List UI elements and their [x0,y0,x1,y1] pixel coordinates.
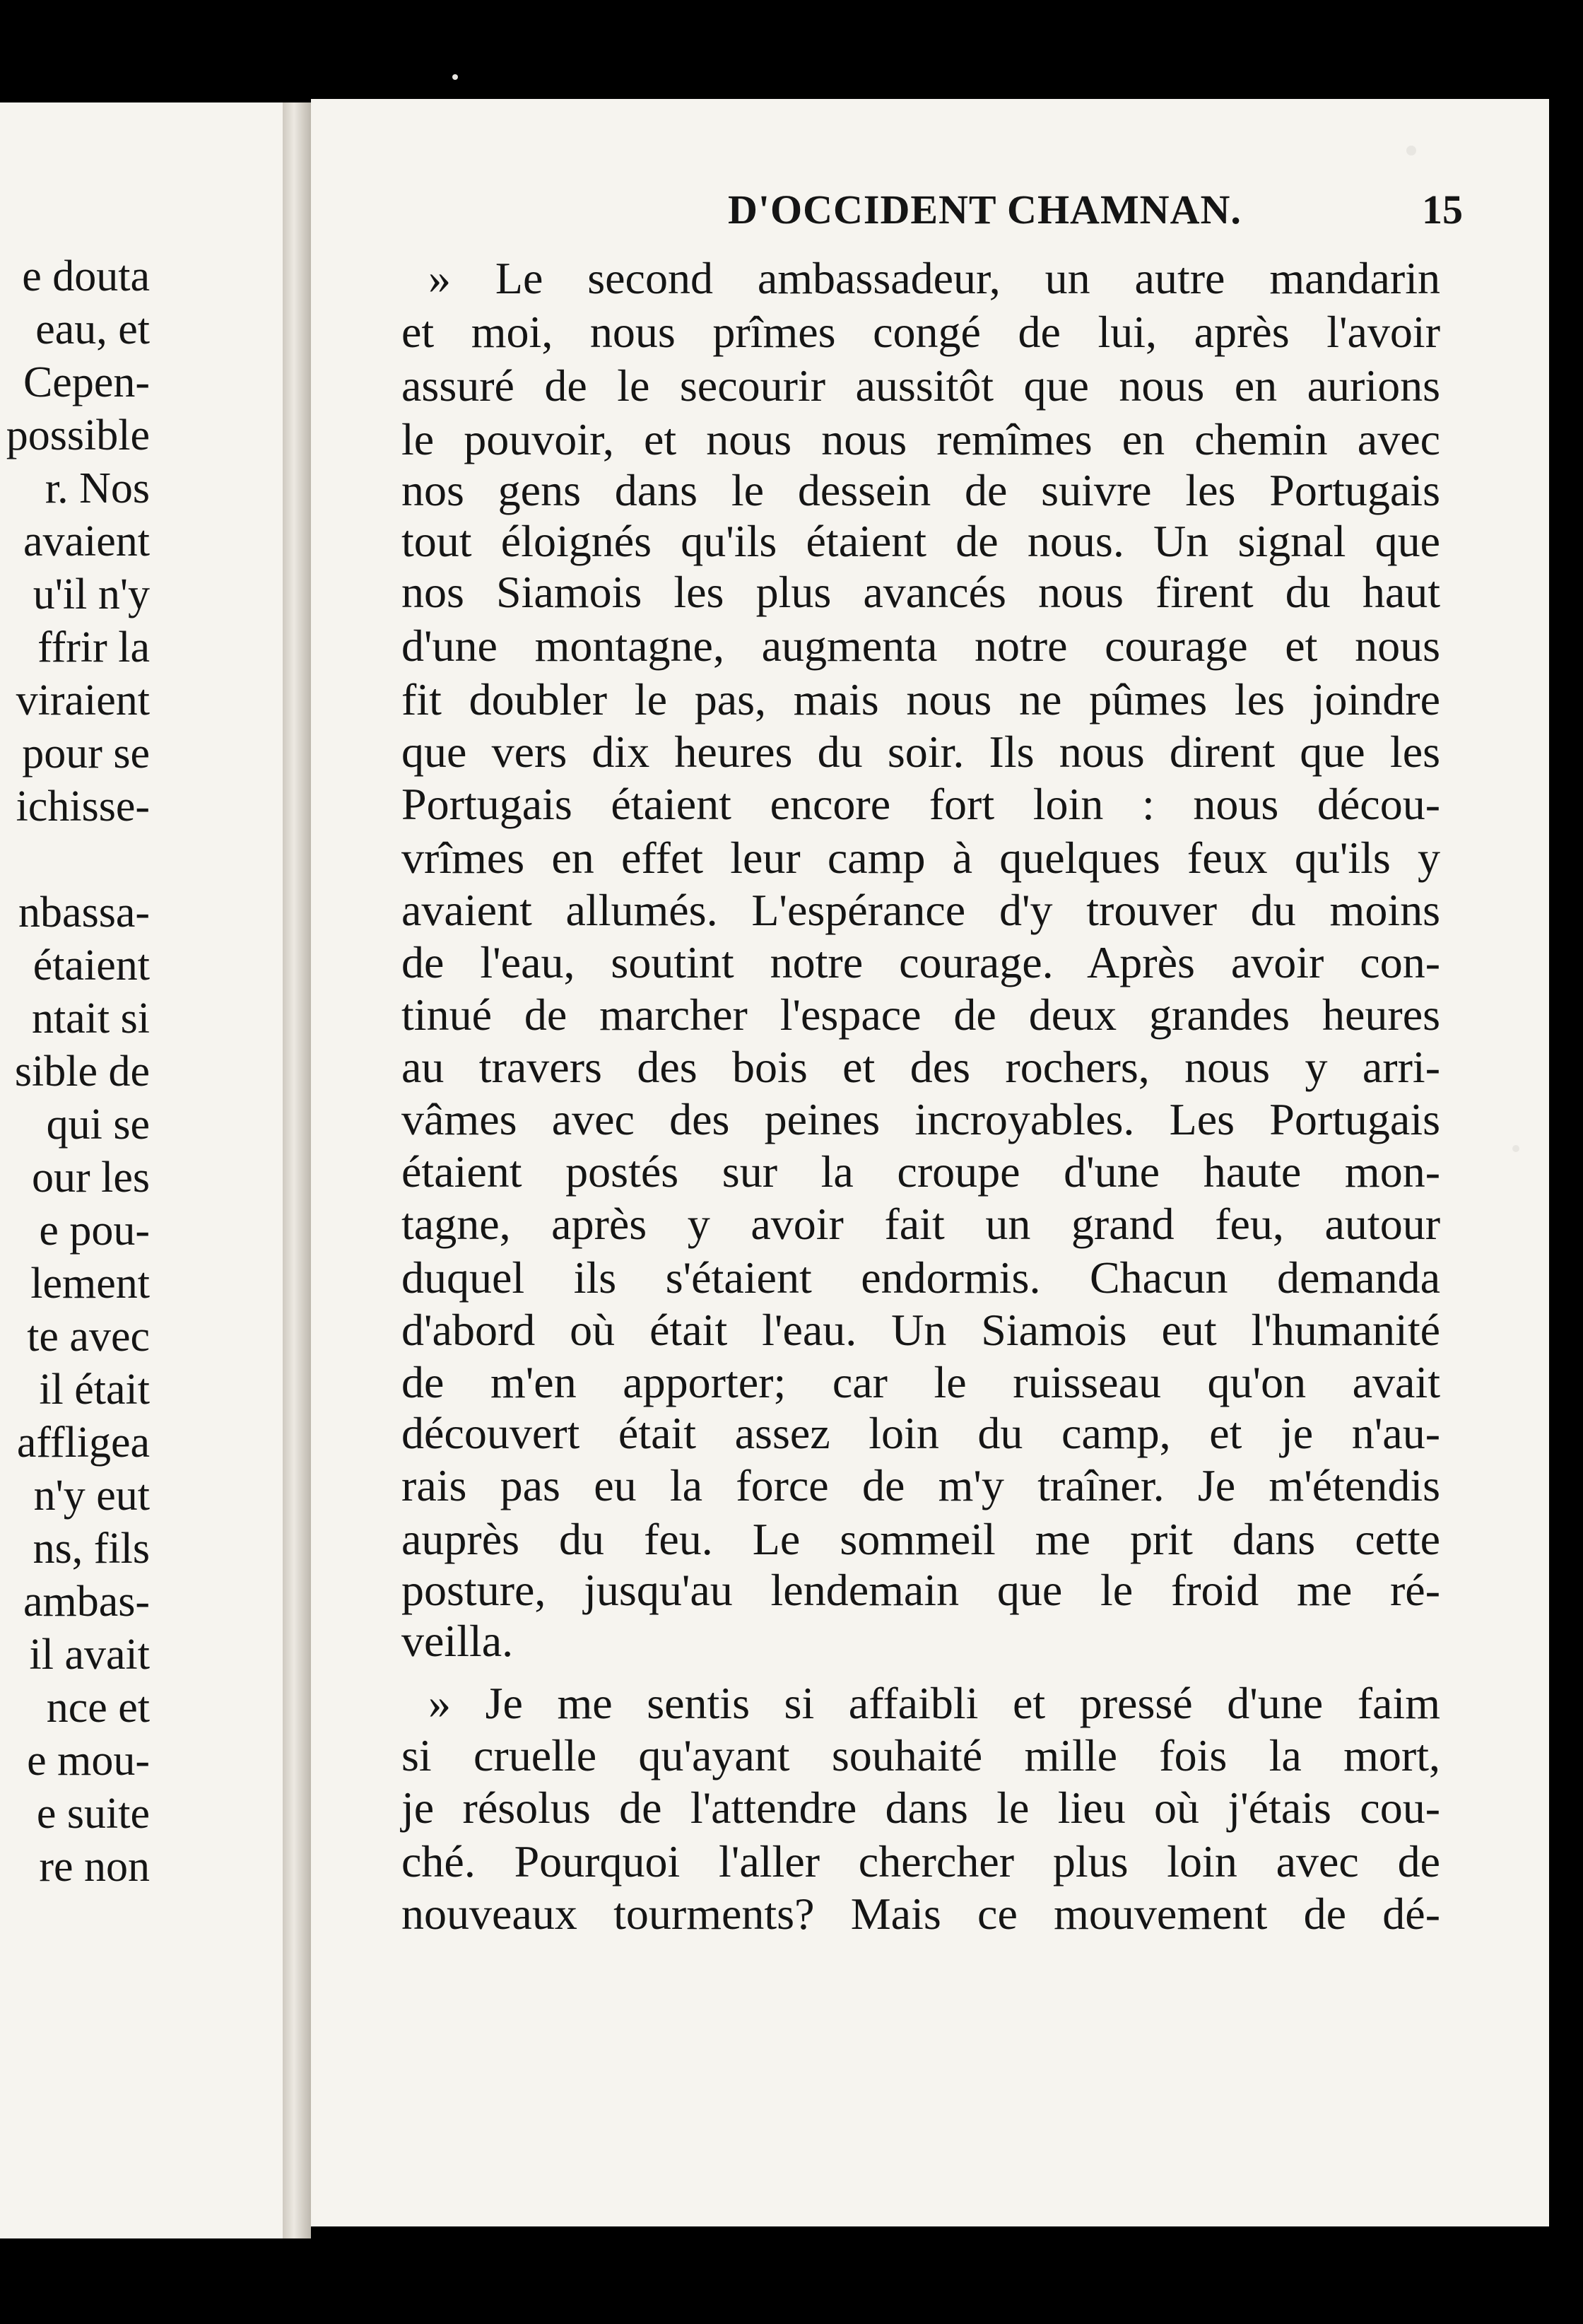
left-page-line: e mou- [27,1737,150,1785]
left-page-line: étaient [33,941,150,990]
text-line: assuré de le secourir aussitôt que nous en aurions [401,360,1440,411]
left-page-line: il avait [29,1631,150,1679]
left-page-line: u'il n'y [33,570,150,618]
left-page-line: ntait si [31,994,150,1043]
left-page-line: e douta [22,252,150,300]
text-line: Portugais étaient encore fort loin : nous décou- [401,779,1440,829]
text-line: découvert était assez loin du camp, et je n'au- [401,1408,1440,1458]
left-page-line: eau, et [35,305,150,353]
left-page-line: ffrir la [37,623,150,671]
text-line: duquel ils s'étaient endormis. Chacun demanda [401,1252,1440,1303]
text-line: vâmes avec des peines incroyables. Les Portugais [401,1094,1440,1144]
left-page-line: Cepen- [23,358,150,406]
text-line: tagne, après y avoir fait un grand feu, autour [401,1199,1440,1249]
text-line: nos Siamois les plus avancés nous firent du haut [401,567,1440,617]
text-line: nos gens dans le dessein de suivre les Portugais [401,465,1440,515]
text-line: tout éloignés qu'ils étaient de nous. Un signal que [401,516,1440,566]
text-line: auprès du feu. Le sommeil me prit dans cette [401,1514,1440,1564]
left-page-line: avaient [23,517,150,565]
left-page-line: sible de [14,1047,150,1096]
left-page-line: re non [39,1843,150,1891]
paper-speck [452,74,458,80]
left-page-line: viraient [16,676,150,724]
text-line: le pouvoir, et nous nous remîmes en chemin avec [401,414,1440,464]
left-page-line: lement [30,1260,150,1308]
left-page-line: r. Nos [45,464,150,512]
text-line: fit doubler le pas, mais nous ne pûmes les joindre [401,674,1440,724]
paper-speck [1406,146,1416,155]
left-page-line: ambas- [23,1578,150,1626]
paper-speck [1512,1145,1519,1152]
text-line: d'abord où était l'eau. Un Siamois eut l'humanité [401,1305,1440,1355]
page-number: 15 [1422,187,1463,233]
left-page-line: our les [31,1154,150,1202]
left-page-line: ichisse- [16,782,150,831]
running-head: D'OCCIDENT CHAMNAN. [728,187,1242,233]
left-page-line: affligea [16,1419,150,1467]
left-page-line: il était [39,1366,150,1414]
left-page-line: te avec [27,1313,150,1361]
left-page-line: e suite [36,1790,150,1838]
text-line: posture, jusqu'au lendemain que le froid me ré- [401,1565,1440,1615]
left-page-line: ns, fils [33,1525,150,1573]
text-line: tinué de marcher l'espace de deux grandes heures [401,990,1440,1040]
text-line: vrîmes en effet leur camp à quelques feux qu'ils y [401,833,1440,883]
text-line: nouveaux tourments? Mais ce mouvement de dé- [401,1889,1440,1939]
text-line: de l'eau, soutint notre courage. Après avoir con- [401,937,1440,987]
left-page-line: n'y eut [33,1472,150,1520]
text-line: au travers des bois et des rochers, nous y arri- [401,1042,1440,1092]
text-line: d'une montagne, augmenta notre courage et nous [401,621,1440,671]
text-line: rais pas eu la force de m'y traîner. Je m'étendis [401,1460,1440,1510]
left-page-line: qui se [46,1101,150,1149]
text-line: » Je me sentis si affaibli et pressé d'une faim [428,1678,1440,1728]
left-page-line: possible [6,411,150,459]
text-line: que vers dix heures du soir. Ils nous dirent que les [401,727,1440,777]
text-line: » Le second ambassadeur, un autre mandarin [428,253,1440,303]
text-line: si cruelle qu'ayant souhaité mille fois la mort, [401,1730,1440,1780]
text-line: étaient postés sur la croupe d'une haute mon- [401,1146,1440,1197]
book-gutter [283,102,311,2238]
left-page-line: e pou- [39,1207,150,1255]
text-line: je résolus de l'attendre dans le lieu où j'étais cou- [401,1783,1440,1833]
left-page-line: nbassa- [18,888,150,937]
left-page-line: pour se [22,729,150,777]
text-line: et moi, nous prîmes congé de lui, après l'avoir [401,307,1440,357]
text-line: veilla. [401,1616,514,1666]
text-line: ché. Pourquoi l'aller chercher plus loin avec de [401,1836,1440,1886]
left-page-line: nce et [46,1684,150,1732]
text-line: de m'en apporter; car le ruisseau qu'on avait [401,1357,1440,1407]
text-line: avaient allumés. L'espérance d'y trouver du moins [401,885,1440,935]
